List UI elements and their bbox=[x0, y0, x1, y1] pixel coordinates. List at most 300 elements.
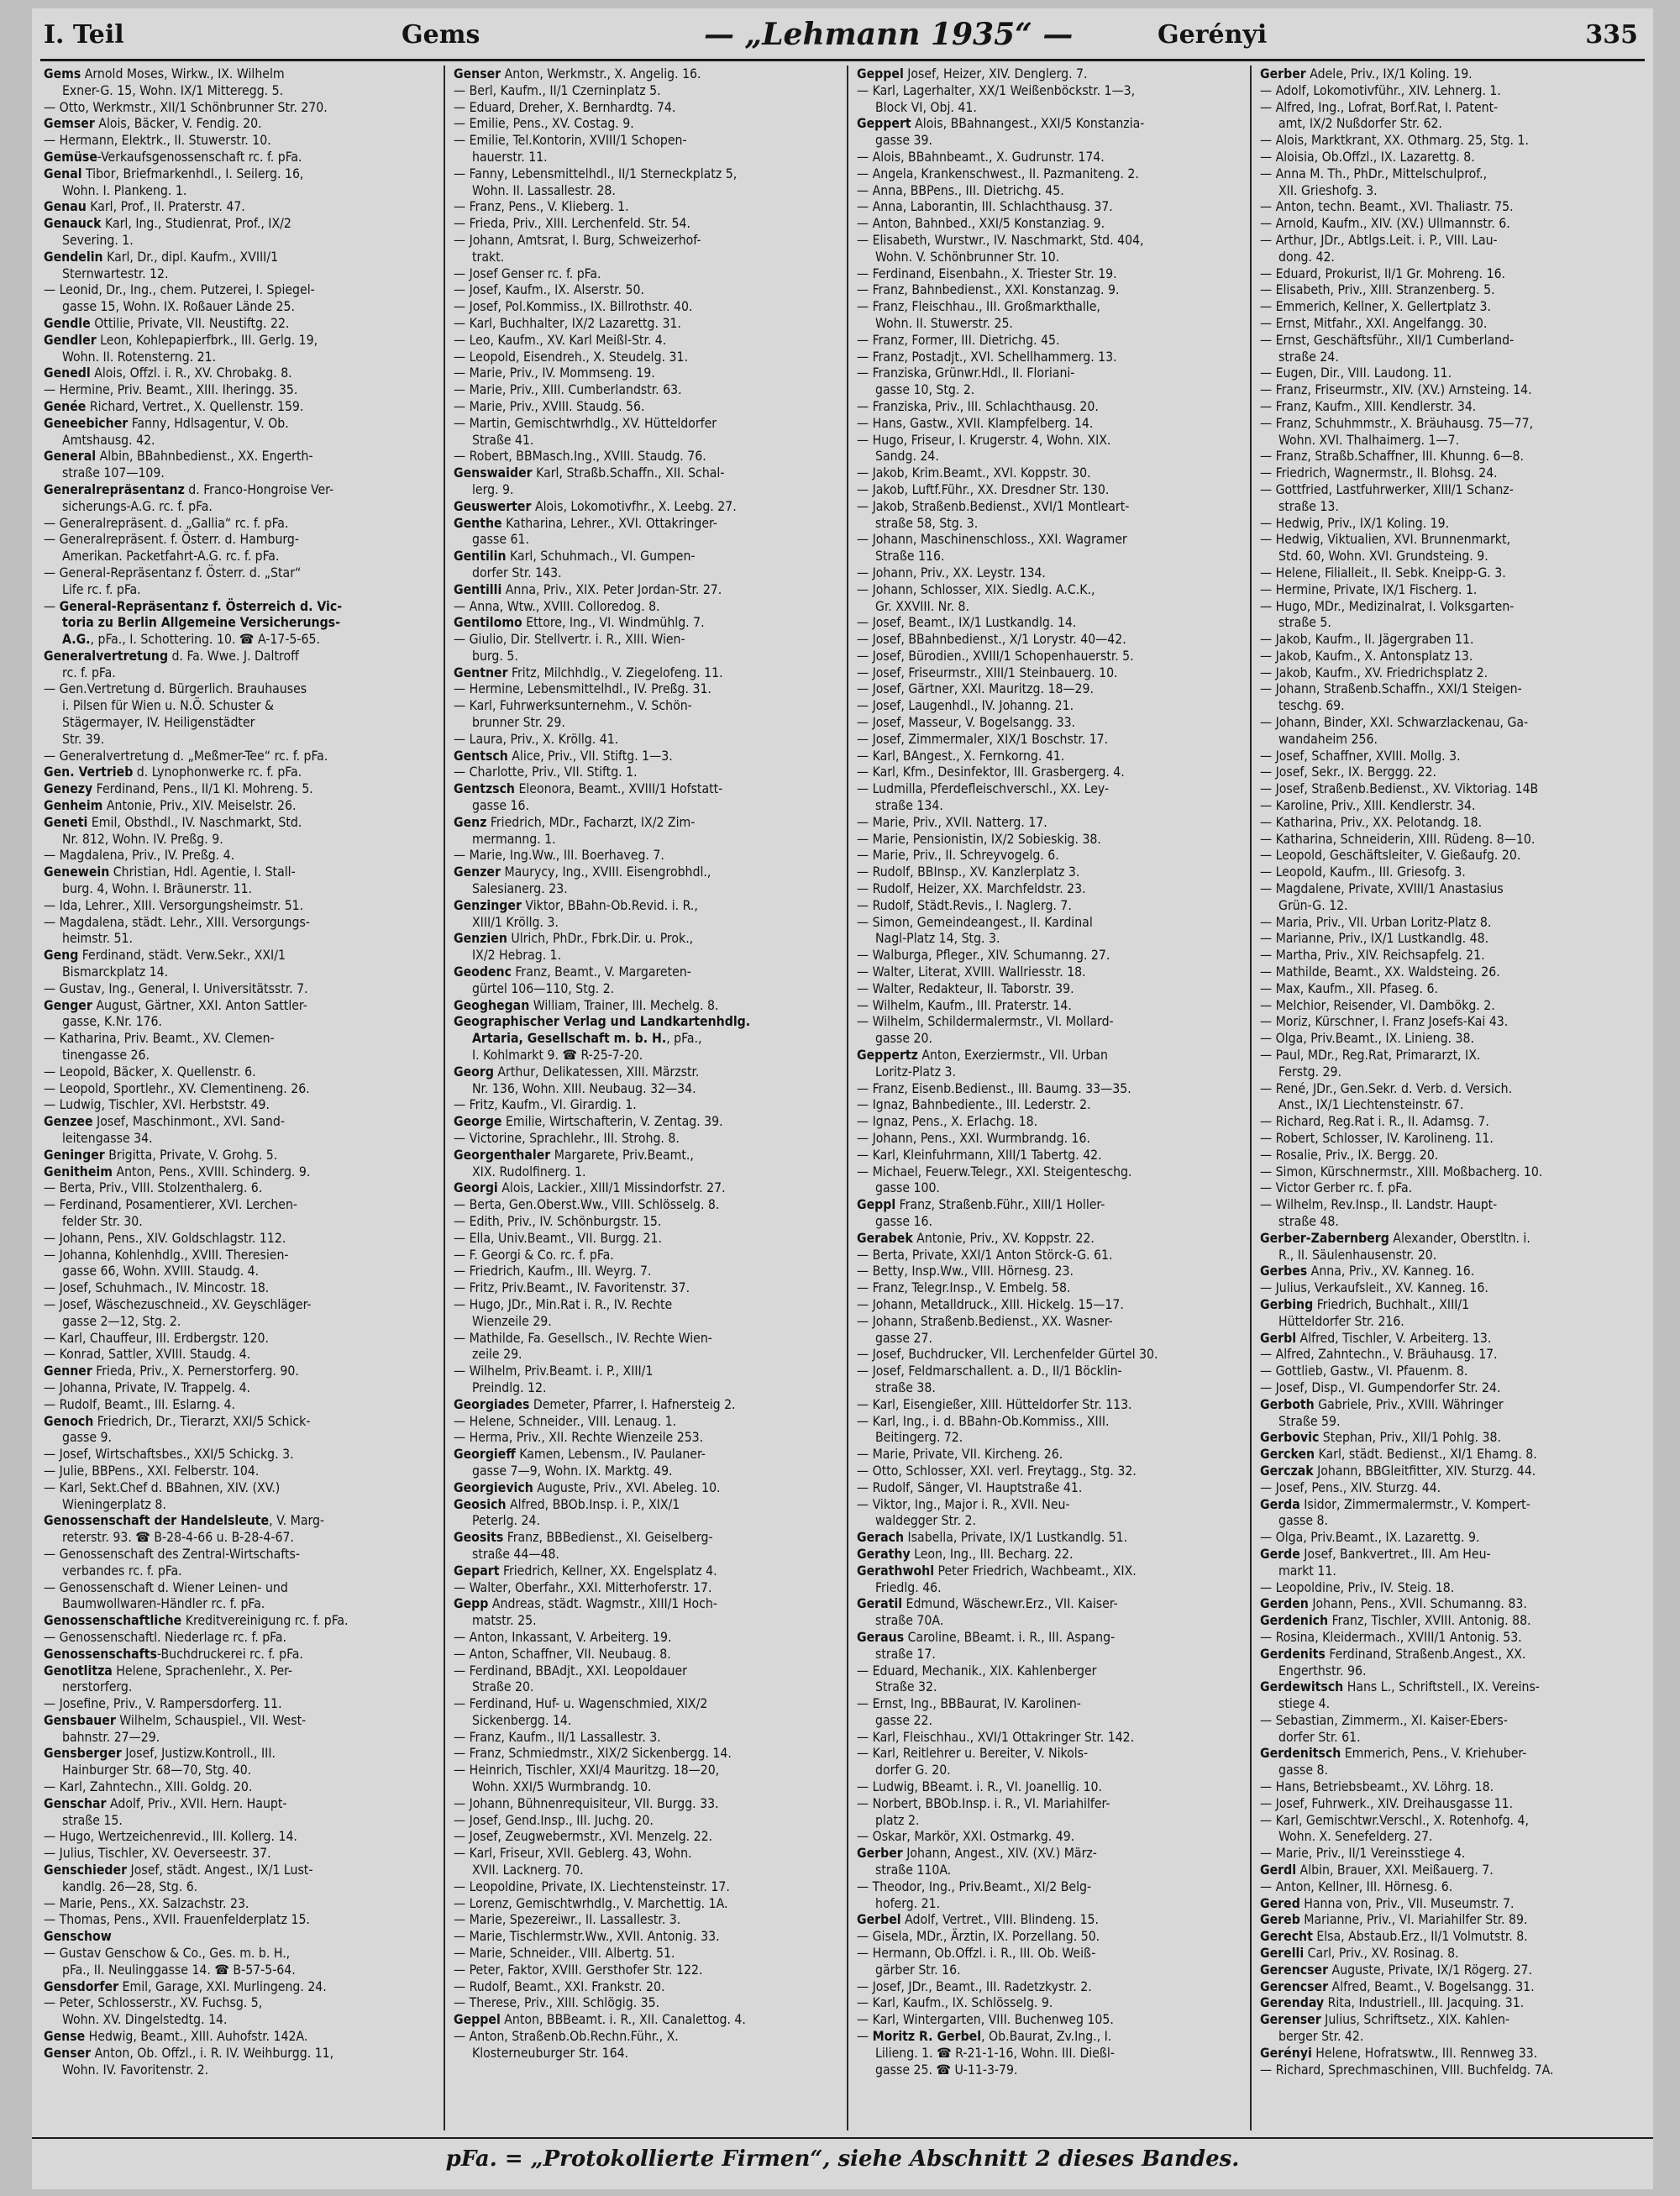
directory-entry-line: Gerathwohl Peter Friedrich, Wachbeamt., XIX. bbox=[857, 1562, 1137, 1579]
directory-entry-line: amt, IX/2 Nußdorfer Str. 62. bbox=[1278, 115, 1442, 132]
directory-entry-line: Gereb Marianne, Priv., VI. Mariahilfer Str. 89. bbox=[1260, 1911, 1528, 1928]
directory-entry-line: — Jakob, Kaufm., XV. Friedrichsplatz 2. bbox=[1260, 664, 1488, 680]
directory-entry-line: Sternwartestr. 12. bbox=[62, 265, 169, 281]
directory-entry-line: Gentsch Alice, Priv., VII. Stiftg. 1—3. bbox=[454, 747, 673, 764]
directory-entry-line: Genitheim Anton, Pens., XVIII. Schinderg. 9. bbox=[44, 1163, 311, 1179]
directory-entry-line: Genoch Friedrich, Dr., Tierarzt, XXI/5 Schick- bbox=[44, 1412, 311, 1429]
directory-entry-line: gasse 66, Wohn. XVIII. Staudg. 4. bbox=[62, 1263, 260, 1279]
directory-entry-line: — Generalvertretung d. „Meßmer-Tee“ rc. f. pFa. bbox=[44, 747, 328, 764]
directory-entry-line: Geosits Franz, BBBedienst., XI. Geiselberg- bbox=[454, 1529, 713, 1546]
directory-entry-line: straße 110A. bbox=[875, 1862, 952, 1878]
directory-entry-line: — Jakob, Straßenb.Bedienst., XVI/1 Montleart- bbox=[857, 497, 1130, 514]
directory-entry-line: — Karl, Kfm., Desinfektor, III. Grasbergerg. 4. bbox=[857, 764, 1125, 780]
directory-entry-line: Gerencser Auguste, Private, IX/1 Rögerg. 27. bbox=[1260, 1961, 1533, 1978]
directory-entry-line: — Marie, Pensionistin, IX/2 Sobieskig. 38. bbox=[857, 830, 1101, 847]
directory-entry-line: — Alfred, Ing., Lofrat, Borf.Rat, I. Patent- bbox=[1260, 98, 1499, 115]
directory-entry-line: Gems Arnold Moses, Wirkw., IX. Wilhelm bbox=[44, 66, 285, 81]
directory-entry-line: — Magdalene, Private, XVIII/1 Anastasius bbox=[1260, 880, 1504, 897]
directory-entry-line: Gerbel Adolf, Vertret., VIII. Blindeng. 15. bbox=[857, 1911, 1100, 1928]
directory-entry-line: dorfer Str. 61. bbox=[1278, 1728, 1361, 1745]
directory-entry-line: — Helene, Filialleit., II. Sebk. Kneipp-G. 3. bbox=[1260, 564, 1506, 581]
directory-entry-line: waldegger Str. 2. bbox=[875, 1512, 976, 1529]
header-title: — „Lehmann 1935“ — bbox=[704, 17, 1074, 52]
directory-entry-line: Gerber Adele, Priv., IX/1 Koling. 19. bbox=[1260, 66, 1473, 81]
directory-entry-line: — Ferdinand, BBAdjt., XXI. Leopoldauer bbox=[454, 1662, 687, 1679]
directory-entry-line: — Karl, Zahntechn., XIII. Goldg. 20. bbox=[44, 1778, 253, 1795]
directory-entry-line: Geodenc Franz, Beamt., V. Margareten- bbox=[454, 964, 691, 980]
directory-entry-line: Gerenday Rita, Industriell., III. Jacquing. 31. bbox=[1260, 1994, 1525, 2011]
directory-entry-line: — Angela, Krankenschwest., II. Pazmaniteng. 2. bbox=[857, 165, 1139, 181]
directory-entry-line: dorfer Str. 143. bbox=[472, 564, 562, 581]
directory-entry-line: Genauck Karl, Ing., Studienrat, Prof., IX/2 bbox=[44, 215, 291, 232]
directory-entry-line: — Josef, Feldmarschallent. a. D., II/1 Böcklin- bbox=[857, 1363, 1122, 1379]
directory-entry-line: — Richard, Sprechmaschinen, VIII. Buchfeldg. 7A. bbox=[1260, 2061, 1554, 2078]
directory-entry-line: — Marie, Priv., XVII. Natterg. 17. bbox=[857, 813, 1047, 830]
directory-entry-line: — Katharina, Priv. Beamt., XV. Clemen- bbox=[44, 1030, 275, 1047]
directory-entry-line: — Marianne, Priv., IX/1 Lustkandlg. 48. bbox=[1260, 930, 1489, 947]
directory-entry-line: Gerach Isabella, Private, IX/1 Lustkandlg. 51. bbox=[857, 1529, 1128, 1546]
directory-entry-line: — Wilhelm, Priv.Beamt. i. P., XIII/1 bbox=[454, 1363, 654, 1379]
directory-entry-line: gasse, K.Nr. 176. bbox=[62, 1013, 162, 1030]
directory-entry-line: Gerelli Carl, Priv., XV. Rosinag. 8. bbox=[1260, 1945, 1459, 1962]
directory-entry-line: — Johann, Maschinenschloss., XXI. Wagramer bbox=[857, 531, 1127, 548]
directory-entry-line: — Josef, Gärtner, XXI. Mauritzg. 18—29. bbox=[857, 680, 1094, 697]
directory-entry-line: — Leopold, Eisendreh., X. Steudelg. 31. bbox=[454, 348, 688, 365]
directory-entry-line: Gerbl Alfred, Tischler, V. Arbeiterg. 13. bbox=[1260, 1329, 1492, 1346]
directory-entry-line: — Josef, Wirtschaftsbes., XXI/5 Schickg. 3. bbox=[44, 1446, 294, 1463]
directory-entry-line: — Hermine, Priv. Beamt., XIII. Iheringg. 35. bbox=[44, 381, 298, 398]
directory-entry-line: Genschow bbox=[44, 1928, 112, 1945]
directory-entry-line: straße 44—48. bbox=[472, 1545, 559, 1562]
directory-entry-line: — Josef, Straßenb.Bedienst., XV. Viktoriag. 14B bbox=[1260, 780, 1539, 797]
directory-entry-line: gasse 25. ☎ U-11-3-79. bbox=[875, 2061, 1018, 2078]
directory-entry-line: — Gustav, Ing., General, I. Universitätsstr. 7. bbox=[44, 980, 308, 996]
directory-entry-line: Str. 39. bbox=[62, 730, 105, 747]
directory-entry-line: nerstorferg. bbox=[62, 1679, 133, 1695]
directory-entry-line: — Anna, BBPens., III. Dietrichg. 45. bbox=[857, 181, 1064, 198]
directory-entry-line: — Hugo, Friseur, I. Krugerstr. 4, Wohn. XIX. bbox=[857, 431, 1111, 448]
directory-entry-line: Gerecht Elsa, Abstaub.Erz., II/1 Volmutstr. 8. bbox=[1260, 1928, 1528, 1945]
directory-entry-line: Geographischer Verlag und Landkartenhdlg. bbox=[454, 1013, 751, 1030]
directory-entry-line: Georgi Alois, Lackier., XIII/1 Missindorfstr. 27. bbox=[454, 1179, 726, 1196]
directory-entry-line: — Marie, Schneider., VIII. Albertg. 51. bbox=[454, 1945, 675, 1962]
directory-entry-line: Georgiades Demeter, Pfarrer, I. Hafnersteig 2. bbox=[454, 1395, 736, 1412]
directory-entry-line: — Rudolf, Sänger, VI. Hauptstraße 41. bbox=[857, 1479, 1083, 1495]
directory-entry-line: Genezy Ferdinand, Pens., II/1 Kl. Mohreng. 5. bbox=[44, 780, 313, 797]
directory-entry-line: — Anton, techn. Beamt., XVI. Thaliastr. 75. bbox=[1260, 198, 1514, 215]
directory-entry-line: — Marie, Spezereiwr., II. Lassallestr. 3. bbox=[454, 1911, 681, 1928]
directory-entry-line: Generalrepräsentanz d. Franco-Hongroise Ver- bbox=[44, 481, 334, 497]
page-number: 335 bbox=[1585, 20, 1638, 50]
directory-entry-line: verbandes rc. f. pFa. bbox=[62, 1562, 182, 1579]
directory-entry-line: wandaheim 256. bbox=[1278, 730, 1378, 747]
directory-entry-line: — Josef, Disp., VI. Gumpendorfer Str. 24. bbox=[1260, 1379, 1501, 1395]
directory-entry-line: Life rc. f. pFa. bbox=[62, 581, 141, 597]
directory-entry-line: — Arthur, JDr., Abtlgs.Leit. i. P., VIII. Lau- bbox=[1260, 231, 1498, 248]
directory-entry-line: Wohn. XXI/5 Wurmbrandg. 10. bbox=[472, 1778, 652, 1795]
directory-entry-line: Genschieder Josef, städt. Angest., IX/1 Lust- bbox=[44, 1862, 313, 1878]
directory-entry-line: Gerdewitsch Hans L., Schriftstell., IX. Vereins- bbox=[1260, 1679, 1540, 1695]
directory-entry-line: — Richard, Reg.Rat i. R., II. Adamsg. 7. bbox=[1260, 1113, 1489, 1130]
directory-entry-line: — General-Repräsentanz f. Österr. d. „Star“ bbox=[44, 564, 302, 581]
directory-entry-line: Geneti Emil, Obsthdl., IV. Naschmarkt, Std. bbox=[44, 813, 302, 830]
directory-entry-line: Genner Frieda, Priv., X. Pernerstorferg. 90. bbox=[44, 1363, 299, 1379]
directory-entry-line: Gentilin Karl, Schuhmach., VI. Gumpen- bbox=[454, 548, 696, 565]
directory-entry-line: Sandg. 24. bbox=[875, 448, 939, 465]
directory-entry-line: — Leopold, Kaufm., III. Griesofg. 3. bbox=[1260, 864, 1466, 880]
directory-entry-line: — Franz, Friseurmstr., XIV. (XV.) Arnsteing. 14. bbox=[1260, 381, 1532, 398]
directory-entry-line: Nr. 812, Wohn. IV. Preßg. 9. bbox=[62, 830, 223, 847]
directory-entry-line: Geppl Franz, Straßenb.Führ., XIII/1 Holler- bbox=[857, 1196, 1105, 1213]
directory-entry-line: — Josef, Laugenhdl., IV. Johanng. 21. bbox=[857, 697, 1074, 714]
directory-entry-line: Gerda Isidor, Zimmermalermstr., V. Kompert- bbox=[1260, 1495, 1530, 1512]
directory-entry-line: — Olga, Priv.Beamt., IX. Lazarettg. 9. bbox=[1260, 1529, 1480, 1546]
directory-entry-line: pFa., II. Neulinggasse 14. ☎ B-57-5-64. bbox=[62, 1961, 296, 1978]
directory-entry-line: — René, JDr., Gen.Sekr. d. Verb. d. Versich. bbox=[1260, 1080, 1513, 1096]
directory-entry-line: — Ernst, Geschäftsführ., XII/1 Cumberland- bbox=[1260, 331, 1515, 348]
directory-entry-line: — Martin, Gemischtwrhdlg., XV. Hütteldorfer bbox=[454, 414, 717, 431]
directory-entry-line: Gered Hanna von, Priv., VII. Museumstr. 7. bbox=[1260, 1894, 1515, 1911]
directory-entry-line: — Franziska, Grünwr.Hdl., II. Floriani- bbox=[857, 365, 1075, 381]
directory-entry-line: — Josef, Gend.Insp., III. Juchg. 20. bbox=[454, 1811, 654, 1828]
directory-entry-line: — Ludwig, Tischler, XVI. Herbststr. 49. bbox=[44, 1096, 270, 1113]
directory-entry-line: — Magdalena, städt. Lehr., XIII. Versorgungs- bbox=[44, 913, 310, 930]
directory-entry-line: Gerenser Julius, Schriftsetz., XIX. Kahlen- bbox=[1260, 2011, 1510, 2028]
directory-entry-line: Gerden Johann, Pens., XVII. Schumanng. 83. bbox=[1260, 1595, 1527, 1612]
directory-entry-line: Gemser Alois, Bäcker, V. Fendig. 20. bbox=[44, 115, 262, 132]
directory-entry-line: straße 38. bbox=[875, 1379, 936, 1395]
directory-entry-line: Baumwollwaren-Händler rc. f. pFa. bbox=[62, 1595, 265, 1612]
directory-entry-line: — Franz, Schuhmmstr., X. Bräuhausg. 75—77, bbox=[1260, 414, 1534, 431]
directory-columns bbox=[40, 66, 1645, 2130]
column-3 bbox=[847, 66, 1250, 2130]
directory-entry-line: — Anton, Straßenb.Ob.Rechn.Führ., X. bbox=[454, 2028, 679, 2045]
directory-entry-line: Gemüse-Verkaufsgenossenschaft rc. f. pFa. bbox=[44, 148, 302, 165]
directory-entry-line: — Jakob, Kaufm., II. Jägergraben 11. bbox=[1260, 631, 1474, 648]
directory-entry-line: Nr. 136, Wohn. XIII. Neubaug. 32—34. bbox=[472, 1080, 696, 1096]
directory-entry-line: — Maria, Priv., VII. Urban Loritz-Platz 8. bbox=[1260, 913, 1492, 930]
directory-entry-line: Gerboth Gabriele, Priv., XVIII. Währinger bbox=[1260, 1395, 1504, 1412]
directory-entry-line: — Peter, Schlosserstr., XV. Fuchsg. 5, bbox=[44, 1994, 263, 2011]
directory-entry-line: — Ludwig, BBeamt. i. R., VI. Joanellig. 10. bbox=[857, 1778, 1102, 1795]
directory-entry-line: — Peter, Faktor, XVIII. Gersthofer Str. 122. bbox=[454, 1961, 703, 1978]
directory-entry-line: Friedlg. 46. bbox=[875, 1579, 942, 1595]
directory-entry-line: — Josef, Zimmermaler, XIX/1 Boschstr. 17. bbox=[857, 730, 1109, 747]
directory-entry-line: Geratil Edmund, Wäschewr.Erz., VII. Kaiser- bbox=[857, 1595, 1118, 1612]
directory-entry-line: — Generalrepräsent. f. Österr. d. Hamburg- bbox=[44, 531, 299, 548]
directory-entry-line: heimstr. 51. bbox=[62, 930, 133, 947]
directory-entry-line: Georg Arthur, Delikatessen, XIII. Märzstr. bbox=[454, 1063, 700, 1080]
directory-entry-line: Genzer Maurycy, Ing., XVIII. Eisengrobhdl., bbox=[454, 864, 711, 880]
directory-entry-line: — Karl, Sekt.Chef d. BBahnen, XIV. (XV.) bbox=[44, 1479, 281, 1495]
directory-entry-line: — Fritz, Priv.Beamt., IV. Favoritenstr. 37. bbox=[454, 1279, 690, 1296]
directory-entry-line: Salesianerg. 23. bbox=[472, 880, 568, 897]
directory-entry-line: Gerabek Antonie, Priv., XV. Koppstr. 22. bbox=[857, 1229, 1095, 1246]
directory-entry-line: gasse 100. bbox=[875, 1179, 940, 1196]
directory-entry-line: — Walter, Redakteur, II. Taborstr. 39. bbox=[857, 980, 1074, 996]
directory-entry-line: Gense Hedwig, Beamt., XIII. Auhofstr. 142A. bbox=[44, 2028, 308, 2045]
column-1 bbox=[40, 66, 437, 2130]
directory-entry-line: Genewein Christian, Hdl. Agentie, I. Stall- bbox=[44, 864, 296, 880]
directory-entry-line: — Laura, Priv., X. Kröllg. 41. bbox=[454, 730, 619, 747]
directory-entry-line: markt 11. bbox=[1278, 1562, 1336, 1579]
directory-entry-line: — Rudolf, Beamt., XXI. Frankstr. 20. bbox=[454, 1978, 665, 1994]
directory-entry-line: — Betty, Insp.Ww., VIII. Hörnesg. 23. bbox=[857, 1263, 1074, 1279]
directory-entry-line: Genser Anton, Werkmstr., X. Angelig. 16. bbox=[454, 66, 701, 81]
directory-entry-line: Gensbauer Wilhelm, Schauspiel., VII. West- bbox=[44, 1711, 307, 1728]
directory-entry-line: — Jakob, Kaufm., X. Antonsplatz 13. bbox=[1260, 647, 1473, 664]
directory-entry-line: Hainburger Str. 68—70, Stg. 40. bbox=[62, 1762, 252, 1778]
directory-entry-line: — Max, Kaufm., XII. Pfaseg. 6. bbox=[1260, 980, 1438, 996]
directory-entry-line: — Berta, Private, XXI/1 Anton Störck-G. 61. bbox=[857, 1246, 1113, 1263]
directory-page bbox=[32, 8, 1653, 2189]
directory-entry-line: — Emmerich, Kellner, X. Gellertplatz 3. bbox=[1260, 298, 1492, 315]
directory-entry-line: — Marie, Priv., XVIII. Staudg. 56. bbox=[454, 397, 645, 414]
directory-entry-line: Preindlg. 12. bbox=[472, 1379, 547, 1395]
directory-entry-line: gasse 2—12, Stg. 2. bbox=[62, 1312, 181, 1329]
directory-entry-line: — Hugo, MDr., Medizinalrat, I. Volksgarten- bbox=[1260, 597, 1515, 614]
directory-entry-line: Geninger Brigitta, Private, V. Grohg. 5. bbox=[44, 1146, 278, 1163]
directory-entry-line: — Johann, Binder, XXI. Schwarzlackenau, Ga- bbox=[1260, 714, 1529, 731]
directory-entry-line: — Hermann, Elektrk., II. Stuwerstr. 10. bbox=[44, 132, 271, 149]
directory-entry-line: Anst., IX/1 Liechtensteinstr. 67. bbox=[1278, 1096, 1464, 1113]
directory-entry-line: Gepp Andreas, städt. Wagmstr., XIII/1 Hoch- bbox=[454, 1595, 717, 1612]
directory-entry-line: — Josef, Sekr., IX. Berggg. 22. bbox=[1260, 764, 1436, 780]
directory-entry-line: — Marie, Priv., IV. Mommseng. 19. bbox=[454, 365, 655, 381]
directory-entry-line: — Olga, Priv.Beamt., IX. Linieng. 38. bbox=[1260, 1030, 1474, 1047]
directory-entry-line: matstr. 25. bbox=[472, 1612, 537, 1629]
directory-entry-line: — Heinrich, Tischler, XXI/4 Mauritzg. 18—20, bbox=[454, 1762, 720, 1778]
directory-entry-line: — Genossenschaftl. Niederlage rc. f. pFa. bbox=[44, 1628, 286, 1645]
directory-entry-line: Geppertz Anton, Exerziermstr., VII. Urban bbox=[857, 1047, 1108, 1064]
directory-entry-line: Bismarckplatz 14. bbox=[62, 964, 169, 980]
directory-entry-line: dong. 42. bbox=[1278, 248, 1335, 265]
directory-entry-line: — Ida, Lehrer., XIII. Versorgungsheimstr. 51. bbox=[44, 896, 304, 913]
directory-entry-line: straße 70A. bbox=[875, 1612, 944, 1629]
directory-entry-line: — Ferdinand, Eisenbahn., X. Triester Str. 19. bbox=[857, 265, 1117, 281]
directory-entry-line: Genswaider Karl, Straßb.Schaffn., XII. Schal- bbox=[454, 465, 725, 481]
directory-entry-line: — Walter, Literat, XVIII. Wallriesstr. 18. bbox=[857, 964, 1086, 980]
directory-entry-line: i. Pilsen für Wien u. N.Ö. Schuster & bbox=[62, 697, 275, 714]
directory-entry-line: — Edith, Priv., IV. Schönburgstr. 15. bbox=[454, 1212, 662, 1229]
directory-entry-line: — Marie, Priv., II/1 Vereinsstiege 4. bbox=[1260, 1845, 1466, 1862]
directory-entry-line: — Franz, Schmiedmstr., XIX/2 Sickenbergg. 14. bbox=[454, 1745, 732, 1762]
directory-entry-line: reterstr. 93. ☎ B-28-4-66 u. B-28-4-67. bbox=[62, 1529, 294, 1546]
directory-entry-line: — Emilie, Pens., XV. Costag. 9. bbox=[454, 115, 634, 132]
directory-entry-line: — Oskar, Markör, XXI. Ostmarkg. 49. bbox=[857, 1828, 1075, 1845]
directory-entry-line: Geppel Josef, Heizer, XIV. Denglerg. 7. bbox=[857, 66, 1088, 81]
directory-entry-line: Geosich Alfred, BBOb.Insp. i. P., XIX/1 bbox=[454, 1495, 680, 1512]
directory-entry-line: — Anna, Laborantin, III. Schlachthausg. 37. bbox=[857, 198, 1113, 215]
directory-entry-line: — Josef, Bürodien., XVIII/1 Schopenhauerstr. 5. bbox=[857, 647, 1134, 664]
directory-entry-line: — Karl, Kaufm., IX. Schlösselg. 9. bbox=[857, 1994, 1053, 2011]
directory-entry-line: — Marie, Private, VII. Kircheng. 26. bbox=[857, 1446, 1063, 1463]
directory-entry-line: — Marie, Priv., XIII. Cumberlandstr. 63. bbox=[454, 381, 682, 398]
directory-entry-line: — Hans, Gastw., XVII. Klampfelberg. 14. bbox=[857, 414, 1094, 431]
directory-entry-line: — Thomas, Pens., XVII. Frauenfelderplatz 15. bbox=[44, 1911, 310, 1928]
directory-entry-line: Gr. XXVIII. Nr. 8. bbox=[875, 597, 970, 614]
directory-entry-line: Artaria, Gesellschaft m. b. H., pFa., bbox=[472, 1030, 702, 1047]
directory-entry-line: Std. 60, Wohn. XVI. Grundsteing. 9. bbox=[1278, 548, 1488, 565]
directory-entry-line: — Wilhelm, Kaufm., III. Praterstr. 14. bbox=[857, 996, 1072, 1013]
directory-entry-line: Geuswerter Alois, Lokomotivfhr., X. Leebg. 27. bbox=[454, 497, 737, 514]
directory-entry-line: gasse 8. bbox=[1278, 1512, 1328, 1529]
directory-entry-line: — Simon, Gemeindeangest., II. Kardinal bbox=[857, 913, 1093, 930]
directory-entry-line: — Viktor, Ing., Major i. R., XVII. Neu- bbox=[857, 1495, 1070, 1512]
directory-entry-line: — Karl, Ing., i. d. BBahn-Ob.Kommiss., XIII. bbox=[857, 1412, 1110, 1429]
directory-entry-line: — Anton, Kellner, III. Hörnesg. 6. bbox=[1260, 1878, 1453, 1894]
directory-entry-line: — Johann, Pens., XIV. Goldschlagstr. 112. bbox=[44, 1229, 286, 1246]
directory-entry-line: — Marie, Priv., II. Schreyvogelg. 6. bbox=[857, 847, 1059, 864]
directory-entry-line: — Karl, BAngest., X. Fernkorng. 41. bbox=[857, 747, 1065, 764]
directory-entry-line: — Johann, Bühnenrequisiteur, VII. Burgg. 33. bbox=[454, 1794, 719, 1811]
directory-entry-line: — Katharina, Schneiderin, XIII. Rüdeng. 8—10. bbox=[1260, 830, 1536, 847]
directory-entry-line: — Julius, Verkaufsleit., XV. Kanneg. 16. bbox=[1260, 1279, 1488, 1296]
directory-entry-line: Wohn. V. Schönbrunner Str. 10. bbox=[875, 248, 1060, 265]
directory-entry-line: — Arnold, Kaufm., XIV. (XV.) Ullmannstr. 6. bbox=[1260, 215, 1510, 232]
directory-entry-line: Genheim Antonie, Priv., XIV. Meiselstr. 26. bbox=[44, 797, 297, 814]
directory-entry-line: Wohn. II. Rotensterng. 21. bbox=[62, 348, 217, 365]
directory-entry-line: — Robert, BBMasch.Ing., XVIII. Staudg. 76. bbox=[454, 448, 706, 465]
directory-entry-line: Genz Friedrich, MDr., Facharzt, IX/2 Zim- bbox=[454, 813, 696, 830]
directory-entry-line: Geng Ferdinand, städt. Verw.Sekr., XXI/1 bbox=[44, 947, 286, 964]
directory-entry-line: Gendler Leon, Kohlepapierfbrk., III. Gerlg. 19, bbox=[44, 331, 318, 348]
directory-entry-line: Geppel Anton, BBBeamt. i. R., XII. Canalettog. 4. bbox=[454, 2011, 746, 2028]
directory-entry-line: — Theodor, Ing., Priv.Beamt., XI/2 Belg- bbox=[857, 1878, 1092, 1894]
directory-entry-line: — Rudolf, Heizer, XX. Marchfeldstr. 23. bbox=[857, 880, 1086, 897]
directory-entry-line: Gerencser Alfred, Beamt., V. Bogelsangg. 31. bbox=[1260, 1978, 1535, 1994]
directory-entry-line: — Leopold, Bäcker, X. Quellenstr. 6. bbox=[44, 1063, 256, 1080]
directory-entry-line: Ferstg. 29. bbox=[1278, 1063, 1341, 1080]
directory-entry-line: Gentner Fritz, Milchhdlg., V. Ziegelofeng. 11. bbox=[454, 664, 723, 680]
directory-entry-line: — Anton, Bahnbed., XXI/5 Konstanziag. 9. bbox=[857, 215, 1105, 232]
directory-entry-line: Straße 20. bbox=[472, 1679, 534, 1695]
directory-entry-line: — Karl, Buchhalter, IX/2 Lazarettg. 31. bbox=[454, 314, 681, 331]
directory-entry-line: — Josef, Zeugwebermstr., XVI. Menzelg. 22. bbox=[454, 1828, 713, 1845]
directory-entry-line: General Albin, BBahnbedienst., XX. Engerth- bbox=[44, 448, 313, 465]
directory-entry-line: — Rudolf, BBInsp., XV. Kanzlerplatz 3. bbox=[857, 864, 1080, 880]
directory-entry-line: felder Str. 30. bbox=[62, 1212, 143, 1229]
directory-entry-line: XVII. Lacknerg. 70. bbox=[472, 1862, 584, 1878]
directory-entry-line: XIII/1 Kröllg. 3. bbox=[472, 913, 559, 930]
directory-entry-line: — Gottfried, Lastfuhrwerker, XIII/1 Schanz- bbox=[1260, 481, 1514, 497]
directory-entry-line: — Moriz, Kürschner, I. Franz Josefs-Kai 43. bbox=[1260, 1013, 1509, 1030]
directory-entry-line: — Gustav Genschow & Co., Ges. m. b. H., bbox=[44, 1945, 291, 1962]
directory-entry-line: — Karl, Gemischtwr.Verschl., X. Rotenhofg. 4, bbox=[1260, 1811, 1529, 1828]
directory-entry-line: Wienzeile 29. bbox=[472, 1312, 552, 1329]
directory-entry-line: — Friedrich, Wagnermstr., II. Blohsg. 24. bbox=[1260, 465, 1498, 481]
directory-entry-line: — Josef, Pens., XIV. Sturzg. 44. bbox=[1260, 1479, 1441, 1495]
directory-entry-line: gärber Str. 16. bbox=[875, 1961, 961, 1978]
directory-entry-line: — Sebastian, Zimmerm., XI. Kaiser-Ebers- bbox=[1260, 1711, 1508, 1728]
page-footer-note: pFa. = „Protokollierte Firmen“, siehe Abschnitt 2 dieses Bandes. bbox=[32, 2137, 1653, 2181]
directory-entry-line: — Melchior, Reisender, VI. Dambökg. 2. bbox=[1260, 996, 1495, 1013]
directory-entry-line: — Ferdinand, Posamentierer, XVI. Lerchen- bbox=[44, 1196, 298, 1213]
directory-entry-line: — Rosalie, Priv., IX. Bergg. 20. bbox=[1260, 1146, 1439, 1163]
directory-entry-line: Straße 59. bbox=[1278, 1412, 1341, 1429]
directory-entry-line: — Jakob, Krim.Beamt., XVI. Koppstr. 30. bbox=[857, 465, 1091, 481]
directory-entry-line: — Josef, Pol.Kommiss., IX. Billrothstr. 40. bbox=[454, 298, 693, 315]
directory-entry-line: — Eduard, Prokurist, II/1 Gr. Mohreng. 16. bbox=[1260, 265, 1506, 281]
directory-entry-line: — Konrad, Sattler, XVIII. Staudg. 4. bbox=[44, 1346, 251, 1363]
directory-entry-line: Wohn. I. Plankeng. 1. bbox=[62, 181, 187, 198]
directory-entry-line: Genau Karl, Prof., II. Praterstr. 47. bbox=[44, 198, 245, 215]
directory-entry-line: — Elisabeth, Wurstwr., IV. Naschmarkt, Std. 404, bbox=[857, 231, 1144, 248]
directory-entry-line: gasse 8. bbox=[1278, 1762, 1328, 1778]
directory-entry-line: — Josef Genser rc. f. pFa. bbox=[454, 265, 601, 281]
directory-entry-line: burg. 5. bbox=[472, 647, 518, 664]
directory-entry-line: straße 48. bbox=[1278, 1212, 1339, 1229]
directory-entry-line: Beitingerg. 72. bbox=[875, 1429, 963, 1446]
directory-entry-line: Geoghegan William, Trainer, III. Mechelg. 8. bbox=[454, 996, 719, 1013]
column-2 bbox=[444, 66, 847, 2130]
directory-entry-line: Wohn. II. Stuwerstr. 25. bbox=[875, 314, 1013, 331]
directory-entry-line: — Johann, Straßenb.Bedienst., XX. Wasner- bbox=[857, 1312, 1113, 1329]
directory-entry-line: — Generalrepräsent. d. „Gallia“ rc. f. pFa. bbox=[44, 514, 289, 531]
directory-entry-line: kandlg. 26—28, Stg. 6. bbox=[62, 1878, 198, 1894]
directory-entry-line: sicherungs-A.G. rc. f. pFa. bbox=[62, 497, 213, 514]
directory-entry-line: — Leopoldine, Priv., IV. Steig. 18. bbox=[1260, 1579, 1455, 1595]
directory-entry-line: Genzinger Viktor, BBahn-Ob.Revid. i. R., bbox=[454, 896, 698, 913]
directory-entry-line: Gerbing Friedrich, Buchhalt., XIII/1 bbox=[1260, 1295, 1470, 1312]
directory-entry-line: — Martha, Priv., XIV. Reichsapfelg. 21. bbox=[1260, 947, 1485, 964]
directory-entry-line: — Josef, Friseurmstr., XIII/1 Steinbauerg. 10. bbox=[857, 664, 1118, 680]
directory-entry-line: — Franz, Kaufm., II/1 Lassallestr. 3. bbox=[454, 1728, 661, 1745]
directory-entry-line: — Wilhelm, Rev.Insp., II. Landstr. Haupt- bbox=[1260, 1196, 1498, 1213]
directory-entry-line: leitengasse 34. bbox=[62, 1130, 153, 1146]
directory-entry-line: gürtel 106—110, Stg. 2. bbox=[472, 980, 615, 996]
directory-entry-line: Gerber Johann, Angest., XIV. (XV.) März- bbox=[857, 1845, 1097, 1862]
directory-entry-line: Gerde Josef, Bankvertret., III. Am Heu- bbox=[1260, 1545, 1491, 1562]
directory-entry-line: Wohn. IV. Favoritenstr. 2. bbox=[62, 2061, 209, 2078]
directory-entry-line: Block VI, Obj. 41. bbox=[875, 98, 977, 115]
directory-entry-line: — Leo, Kaufm., XV. Karl Meißl-Str. 4. bbox=[454, 331, 667, 348]
directory-entry-line: Loritz-Platz 3. bbox=[875, 1063, 956, 1080]
directory-entry-line: — Ernst, Mitfahr., XXI. Angelfangg. 30. bbox=[1260, 314, 1488, 331]
directory-entry-line: straße 13. bbox=[1278, 497, 1339, 514]
directory-entry-line: mermanng. 1. bbox=[472, 830, 556, 847]
directory-entry-line: Gendle Ottilie, Private, VII. Neustiftg. 22. bbox=[44, 314, 290, 331]
directory-entry-line: — Ignaz, Bahnbediente., III. Lederstr. 2. bbox=[857, 1096, 1091, 1113]
directory-entry-line: Genger August, Gärtner, XXI. Anton Sattler- bbox=[44, 996, 307, 1013]
directory-entry-line: trakt. bbox=[472, 248, 505, 265]
directory-entry-line: — Eduard, Dreher, X. Bernhardtg. 74. bbox=[454, 98, 676, 115]
directory-entry-line: Wohn. II. Lassallestr. 28. bbox=[472, 181, 616, 198]
directory-entry-line: Georgievich Auguste, Priv., XVI. Abeleg. 10. bbox=[454, 1479, 721, 1495]
directory-entry-line: — Josef, Schaffner, XVIII. Mollg. 3. bbox=[1260, 747, 1461, 764]
directory-entry-line: — Johann, Amtsrat, I. Burg, Schweizerhof- bbox=[454, 231, 701, 248]
directory-entry-line: Gerber-Zabernberg Alexander, Oberstltn. i. bbox=[1260, 1229, 1530, 1246]
directory-entry-line: Geneebicher Fanny, Hdlsagentur, V. Ob. bbox=[44, 414, 289, 431]
directory-entry-line: Gerdenitsch Emmerich, Pens., V. Kriehuber- bbox=[1260, 1745, 1527, 1762]
directory-entry-line: — Josefine, Priv., V. Rampersdorferg. 11. bbox=[44, 1695, 282, 1712]
directory-entry-line: — Elisabeth, Priv., XIII. Stranzenberg. 5. bbox=[1260, 281, 1495, 298]
directory-entry-line: Exner-G. 15, Wohn. IX/1 Mitteregg. 5. bbox=[62, 81, 284, 98]
directory-entry-line: Wohn. X. Senefelderg. 27. bbox=[1278, 1828, 1433, 1845]
directory-entry-line: — Eugen, Dir., VIII. Laudong. 11. bbox=[1260, 365, 1452, 381]
directory-entry-line: — Rosina, Kleidermach., XVIII/1 Antonig. 53. bbox=[1260, 1628, 1522, 1645]
directory-entry-line: Lilieng. 1. ☎ R-21-1-16, Wohn. III. Dießl- bbox=[875, 2044, 1115, 2061]
directory-entry-line: Gentilli Anna, Priv., XIX. Peter Jordan-Str. 27. bbox=[454, 581, 722, 597]
directory-entry-line: lerg. 9. bbox=[472, 481, 514, 497]
directory-entry-line: — Fanny, Lebensmittelhdl., II/1 Sterneckplatz 5, bbox=[454, 165, 738, 181]
directory-entry-line: — Johann, Schlosser, XIX. Siedlg. A.C.K., bbox=[857, 581, 1095, 597]
directory-entry-line: Genossenschafts-Buchdruckerei rc. f. pFa. bbox=[44, 1645, 303, 1662]
directory-entry-line: bahnstr. 27—29. bbox=[62, 1728, 160, 1745]
directory-entry-line: straße 134. bbox=[875, 797, 943, 814]
directory-entry-line: Amerikan. Packetfahrt-A.G. rc. f. pFa. bbox=[62, 548, 280, 565]
directory-entry-line: zeile 29. bbox=[472, 1346, 522, 1363]
